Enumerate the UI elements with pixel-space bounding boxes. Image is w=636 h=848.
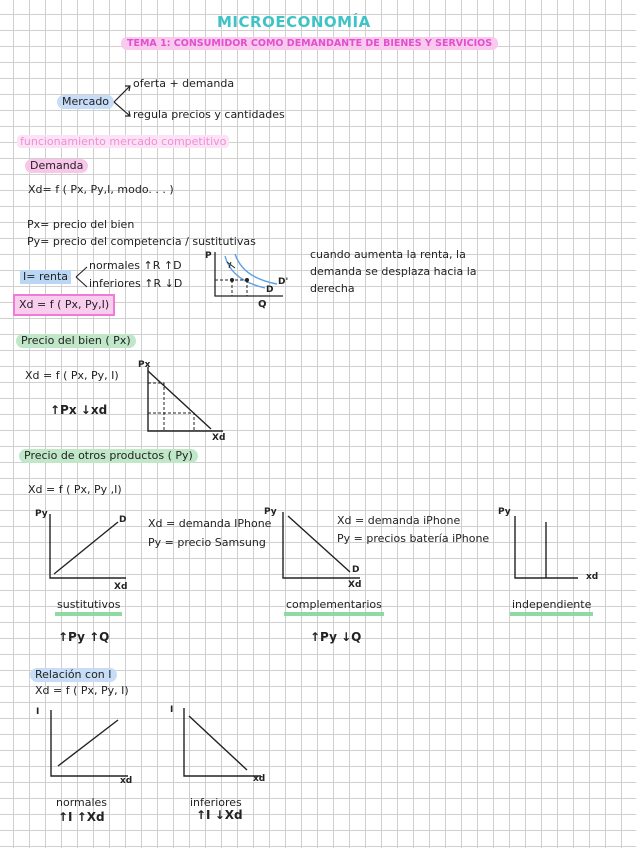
sustitutivos-arrows: ↑Py ↑Q <box>58 630 110 644</box>
sustitutivos-caption: sustitutivos <box>55 598 122 616</box>
px-definition: Px= precio del bien <box>27 218 135 231</box>
normales-line <box>58 720 118 766</box>
renta-label: I= renta <box>20 270 71 284</box>
inf-graph-xlabel: xd <box>253 774 266 784</box>
demand-shift-graph <box>205 250 285 310</box>
comp-note-line2: Py = precios batería iPhone <box>337 532 490 545</box>
demanda-formula: Xd= f ( Px, Py,I, modo. . . ) <box>28 183 174 196</box>
renta-branch-arrows <box>74 262 90 292</box>
comp-note-line1: Xd = demanda iPhone <box>337 514 461 527</box>
precio-bien-graph-ylabel: Px <box>138 360 151 370</box>
precio-bien-demand-line <box>148 371 211 429</box>
sust-graph-ylabel: Py <box>35 509 48 519</box>
precio-bien-arrows: ↑Px ↓xd <box>50 403 108 417</box>
inferiores-line <box>189 716 247 770</box>
py-definition: Py= precio del competencia / sustitutivas <box>27 235 256 248</box>
mini-graph-d2-label: D' <box>278 277 289 287</box>
comp-graph-ylabel: Py <box>264 507 277 517</box>
sust-graph-xlabel: Xd <box>114 582 128 592</box>
precio-bien-heading: Precio del bien ( Px) <box>16 334 136 348</box>
renta-heading: Relación con I <box>30 668 117 682</box>
indep-graph-ylabel: Py <box>498 507 511 517</box>
mini-graph-d-label: D <box>266 285 274 295</box>
normales-graph <box>48 708 130 780</box>
precio-bien-graph-xlabel: Xd <box>212 433 226 443</box>
renta-formula: Xd = f ( Px, Py, I) <box>35 684 129 697</box>
otros-productos-formula: Xd = f ( Px, Py ,I) <box>28 483 122 496</box>
precio-bien-graph <box>145 365 225 437</box>
inferiores-graph <box>181 706 263 780</box>
sustitutivos-line <box>54 522 118 574</box>
section-funcionamiento: funcionamiento mercado competitivo <box>17 135 229 148</box>
inferiores-caption: inferiores <box>190 796 242 809</box>
sust-graph-curve-label: D <box>119 515 127 525</box>
demanda-boxed-formula: Xd = f ( Px, Py,I) <box>13 294 115 316</box>
independiente-caption: independiente <box>510 598 593 616</box>
demand-curve-d <box>225 256 265 288</box>
mercado-branch-arrows <box>112 80 134 120</box>
comp-graph-curve-label: D <box>352 565 360 575</box>
mercado-label: Mercado <box>57 95 114 109</box>
normales-caption: normales <box>56 796 108 809</box>
renta-note-line2: demanda se desplaza hacia la <box>310 265 477 278</box>
renta-normales: normales ↑R ↑D <box>89 259 182 272</box>
mini-graph-p-label: P <box>205 251 212 261</box>
norm-graph-ylabel: I <box>36 707 40 717</box>
renta-note-line1: cuando aumenta la renta, la <box>310 248 466 261</box>
precio-bien-formula: Xd = f ( Px, Py, I) <box>25 369 119 382</box>
page-subtitle: TEMA 1: CONSUMIDOR COMO DEMANDANTE DE BIENES Y SERVICIOS <box>121 37 498 50</box>
indep-graph-xlabel: xd <box>586 572 599 582</box>
complementarios-arrows: ↑Py ↓Q <box>310 630 362 644</box>
renta-note-line3: derecha <box>310 282 355 295</box>
norm-graph-xlabel: xd <box>120 776 133 786</box>
renta-inferiores: inferiores ↑R ↓D <box>89 277 183 290</box>
independiente-graph <box>512 514 592 582</box>
mercado-oferta-demanda: oferta + demanda <box>133 77 235 90</box>
mini-graph-q-label: Q <box>258 299 267 310</box>
sust-note-line2: Py = precio Samsung <box>148 536 266 549</box>
inf-graph-ylabel: I <box>170 705 174 715</box>
complementarios-caption: complementarios <box>284 598 384 616</box>
sust-note-line1: Xd = demanda IPhone <box>148 517 272 530</box>
comp-graph-xlabel: Xd <box>348 580 362 590</box>
normales-arrows: ↑I ↑Xd <box>58 810 105 824</box>
mercado-regula: regula precios y cantidades <box>133 108 285 121</box>
page-title: MICROECONOMÍA <box>217 13 371 31</box>
sustitutivos-graph <box>48 512 128 584</box>
otros-productos-heading: Precio de otros productos ( Py) <box>19 449 198 463</box>
inferiores-arrows: ↑I ↓Xd <box>196 808 243 822</box>
demanda-heading: Demanda <box>25 159 88 173</box>
